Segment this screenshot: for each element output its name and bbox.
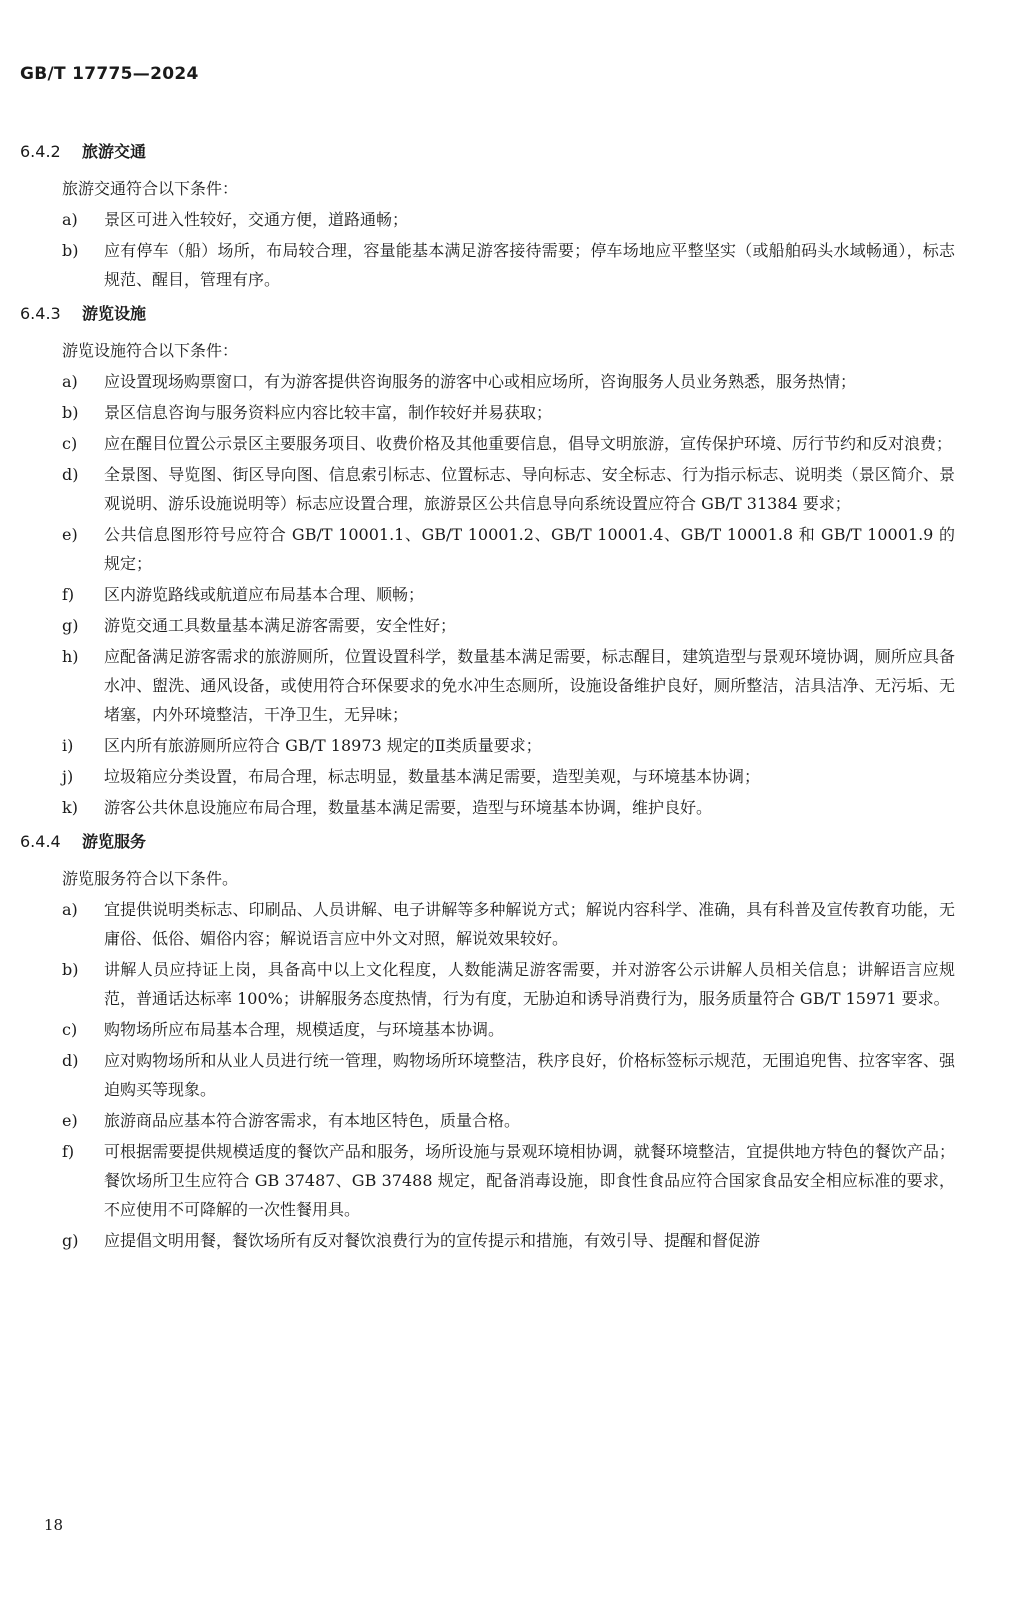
item-text: 景区信息咨询与服务资料应内容比较丰富，制作较好并易获取；	[104, 403, 553, 422]
item-label: c)	[62, 434, 78, 453]
item-label: f)	[62, 585, 75, 604]
section-heading	[20, 300, 955, 328]
section-heading	[20, 828, 955, 856]
list-item	[20, 367, 955, 396]
item-label: j)	[62, 767, 74, 786]
list-item	[20, 642, 955, 729]
item-label: e)	[62, 525, 78, 544]
item-text: 旅游商品应基本符合游客需求，有本地区特色，质量合格。	[104, 1111, 521, 1130]
item-label: a)	[62, 372, 78, 391]
item-text: 应提倡文明用餐，餐饮场所有反对餐饮浪费行为的宣传提示和措施，有效引导、提醒和督促游	[104, 1231, 761, 1250]
item-text: 全景图、导览图、街区导向图、信息索引标志、位置标志、导向标志、安全标志、行为指示标志、说明类（景区简介、景观说明、游乐设施说明等）标志应设置合理，旅游景区公共信息导向系统设置应符合 GB/T 31384 要求；	[104, 465, 955, 513]
section-intro: 旅游交通符合以下条件：	[62, 179, 239, 198]
list-item	[20, 580, 955, 609]
item-text: 讲解人员应持证上岗，具备高中以上文化程度，人数能满足游客需要，并对游客公示讲解人员相关信息；讲解语言应规范，普通话达标率 100%；讲解服务态度热情，行为有度，无胁迫和诱导消费行为，服务质量符合 GB/T 15971 要求。	[104, 960, 955, 1008]
list-item	[20, 1106, 955, 1135]
section-number: 6.4.2	[20, 142, 61, 161]
item-label: b)	[62, 403, 79, 422]
item-label: i)	[62, 736, 74, 755]
item-label: k)	[62, 798, 78, 817]
item-text: 应设置现场购票窗口，有为游客提供咨询服务的游客中心或相应场所，咨询服务人员业务熟悉，服务热情；	[104, 372, 857, 391]
list-item	[20, 236, 955, 294]
section-number: 6.4.3	[20, 304, 61, 323]
item-list	[20, 205, 955, 294]
section-intro: 游览服务符合以下条件。	[62, 869, 239, 888]
item-text: 应有停车（船）场所，布局较合理，容量能基本满足游客接待需要；停车场地应平整坚实（或船舶码头水域畅通），标志规范、醒目，管理有序。	[104, 241, 955, 289]
section-heading	[20, 138, 955, 166]
list-item	[20, 1046, 955, 1104]
page-content	[20, 138, 955, 1257]
list-item	[20, 398, 955, 427]
list-item	[20, 520, 955, 578]
section-6-4-2	[20, 138, 955, 294]
item-label: g)	[62, 616, 79, 635]
list-item	[20, 460, 955, 518]
list-item	[20, 731, 955, 760]
page-number: 18	[44, 1516, 64, 1534]
list-item	[20, 793, 955, 822]
item-text: 应对购物场所和从业人员进行统一管理，购物场所环境整洁，秩序良好，价格标签标示规范，无围追兜售、拉客宰客、强迫购买等现象。	[104, 1051, 955, 1099]
item-text: 购物场所应布局基本合理，规模适度，与环境基本协调。	[104, 1020, 505, 1039]
item-label: a)	[62, 210, 78, 229]
item-text: 区内所有旅游厕所应符合 GB/T 18973 规定的Ⅱ类质量要求；	[104, 736, 542, 755]
item-label: d)	[62, 1051, 79, 1070]
item-text: 应配备满足游客需求的旅游厕所，位置设置科学，数量基本满足需要，标志醒目，建筑造型与景观环境协调，厕所应具备水冲、盥洗、通风设备，或使用符合环保要求的免水冲生态厕所，设施设备维护良好，厕所整洁，洁具洁净、无污垢、无堵塞，内外环境整洁，干净卫生，无异味；	[104, 647, 955, 724]
list-item	[20, 1137, 955, 1224]
section-intro: 游览设施符合以下条件：	[62, 341, 239, 360]
item-label: g)	[62, 1231, 79, 1250]
item-text: 游览交通工具数量基本满足游客需要，安全性好；	[104, 616, 457, 635]
item-text: 宜提供说明类标志、印刷品、人员讲解、电子讲解等多种解说方式；解说内容科学、准确，具有科普及宣传教育功能，无庸俗、低俗、媚俗内容；解说语言应中外文对照，解说效果较好。	[104, 900, 955, 948]
section-title: 游览设施	[82, 304, 147, 323]
list-item	[20, 1015, 955, 1044]
section-6-4-4	[20, 828, 955, 1255]
item-text: 垃圾箱应分类设置，布局合理，标志明显，数量基本满足需要，造型美观，与环境基本协调；	[104, 767, 761, 786]
item-list	[20, 367, 955, 822]
standard-code-header: GB/T 17775—2024	[20, 64, 199, 84]
item-label: d)	[62, 465, 79, 484]
item-label: c)	[62, 1020, 78, 1039]
list-item	[20, 955, 955, 1013]
item-label: e)	[62, 1111, 78, 1130]
list-item	[20, 429, 955, 458]
item-text: 应在醒目位置公示景区主要服务项目、收费价格及其他重要信息，倡导文明旅游，宣传保护环境、厉行节约和反对浪费；	[104, 434, 953, 453]
list-item	[20, 205, 955, 234]
section-title: 游览服务	[82, 832, 147, 851]
item-text: 游客公共休息设施应布局合理，数量基本满足需要，造型与环境基本协调，维护良好。	[104, 798, 713, 817]
item-list	[20, 895, 955, 1255]
list-item	[20, 1226, 955, 1255]
item-label: h)	[62, 647, 79, 666]
item-label: b)	[62, 241, 79, 260]
section-number: 6.4.4	[20, 832, 61, 851]
list-item	[20, 895, 955, 953]
item-text: 区内游览路线或航道应布局基本合理、顺畅；	[104, 585, 425, 604]
item-label: b)	[62, 960, 79, 979]
section-6-4-3	[20, 300, 955, 822]
item-label: f)	[62, 1142, 75, 1161]
item-label: a)	[62, 900, 78, 919]
list-item	[20, 762, 955, 791]
list-item	[20, 611, 955, 640]
item-text: 公共信息图形符号应符合 GB/T 10001.1、GB/T 10001.2、GB/T 10001.4、GB/T 10001.8 和 GB/T 10001.9 的规定；	[104, 525, 955, 573]
item-text: 景区可进入性较好，交通方便，道路通畅；	[104, 210, 409, 229]
section-title: 旅游交通	[82, 142, 147, 161]
item-text: 可根据需要提供规模适度的餐饮产品和服务，场所设施与景观环境相协调，就餐环境整洁，宜提供地方特色的餐饮产品；餐饮场所卫生应符合 GB 37487、GB 37488 规定，配备消毒设施，即食性食品应符合国家食品安全相应标准的要求，不应使用不可降解的一次性餐用具。	[104, 1142, 955, 1219]
